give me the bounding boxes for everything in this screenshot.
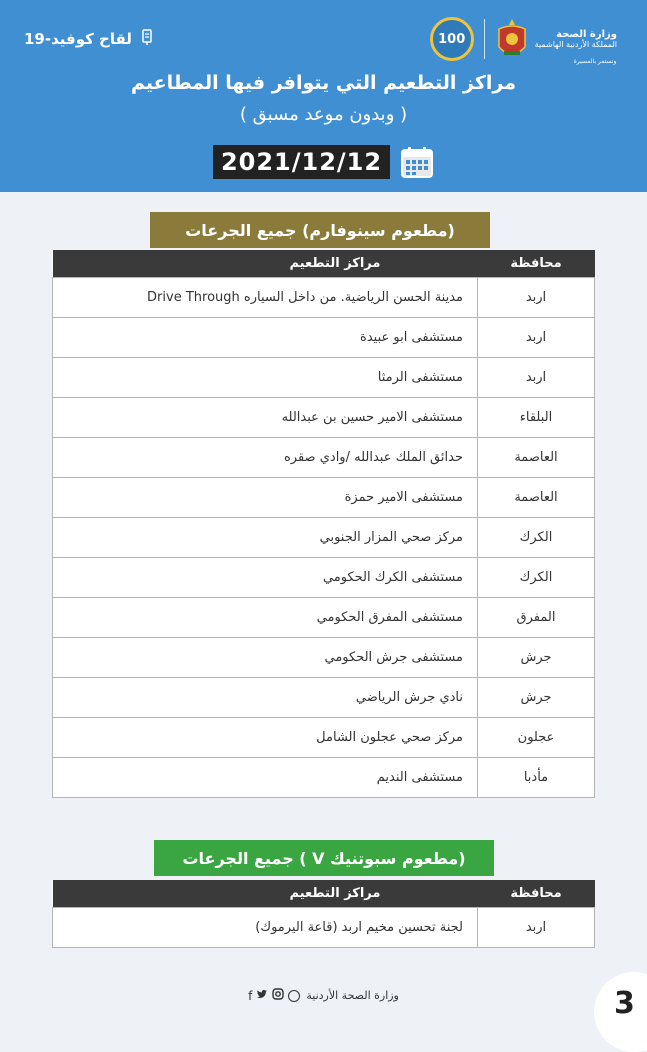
cell-center: مستشفى النديم xyxy=(53,758,478,798)
page-title: مراكز التطعيم التي يتوافر فيها المطاعيم xyxy=(130,72,517,94)
cell-governorate: جرش xyxy=(478,678,595,718)
globe-icon[interactable] xyxy=(288,990,300,1002)
cell-governorate: مأدبا xyxy=(478,758,595,798)
brand-divider xyxy=(484,19,485,59)
cell-governorate: اربد xyxy=(478,358,595,398)
table-row xyxy=(53,718,595,758)
table-header-row xyxy=(53,250,595,278)
sputnik-table xyxy=(52,880,595,948)
column-header-center: مراكز التطعيم xyxy=(53,250,478,278)
date-label: 2021/12/12 xyxy=(213,145,390,179)
instagram-icon[interactable] xyxy=(272,988,284,1003)
table-row xyxy=(53,908,595,948)
sputnik-table-body xyxy=(53,908,595,948)
cell-governorate: العاصمة xyxy=(478,438,595,478)
column-header-governorate: محافظة xyxy=(478,880,595,908)
cell-center: مستشفى المفرق الحكومي xyxy=(53,598,478,638)
sinopharm-table-body xyxy=(53,278,595,798)
table-row xyxy=(53,398,595,438)
cell-governorate: الكرك xyxy=(478,558,595,598)
cell-governorate: الكرك xyxy=(478,518,595,558)
ministry-handle: وزارة الصحة الأردنية xyxy=(306,989,399,1002)
cell-center: مستشفى الامير حمزة xyxy=(53,478,478,518)
table-row xyxy=(53,758,595,798)
table-row xyxy=(53,358,595,398)
cell-governorate: عجلون xyxy=(478,718,595,758)
page-subtitle: ( وبدون موعد مسبق ) xyxy=(239,104,408,125)
sinopharm-section-tag: (مطعوم سينوفارم) جميع الجرعات xyxy=(150,212,490,248)
date-row xyxy=(0,145,647,179)
centennial-logo-icon: 100 xyxy=(430,17,474,61)
footer xyxy=(0,988,647,1003)
cell-center: نادي جرش الرياضي xyxy=(53,678,478,718)
table-row xyxy=(53,278,595,318)
sinopharm-table xyxy=(52,250,595,798)
page-number: 3 xyxy=(594,972,647,1052)
vaccine-label xyxy=(24,28,156,50)
cell-center: مستشفى الامير حسين بن عبدالله xyxy=(53,398,478,438)
table-row xyxy=(53,678,595,718)
table-row xyxy=(53,558,595,598)
table-row xyxy=(53,638,595,678)
column-header-center: مراكز التطعيم xyxy=(53,880,478,908)
cell-center: مستشفى ابو عبيدة xyxy=(53,318,478,358)
cell-governorate: جرش xyxy=(478,638,595,678)
centennial-caption: ونستمر بالمسيرة xyxy=(573,58,617,65)
table-row xyxy=(53,518,595,558)
table-header-row xyxy=(53,880,595,908)
cell-center: مركز صحي المزار الجنوبي xyxy=(53,518,478,558)
table-row xyxy=(53,438,595,478)
ministry-name: وزارة الصحة xyxy=(556,29,617,40)
cell-governorate: اربد xyxy=(478,908,595,948)
twitter-icon[interactable] xyxy=(256,989,268,1003)
cell-governorate: العاصمة xyxy=(478,478,595,518)
cell-center: مدينة الحسن الرياضية. من داخل السياره Drive Through xyxy=(53,278,478,318)
facebook-icon[interactable]: f xyxy=(248,988,253,1003)
table-row xyxy=(53,598,595,638)
header-banner xyxy=(0,0,647,192)
cell-governorate: البلقاء xyxy=(478,398,595,438)
column-header-governorate: محافظة xyxy=(478,250,595,278)
kingdom-name: المملكة الأردنية الهاشمية xyxy=(534,40,617,49)
table-row xyxy=(53,318,595,358)
jordan-emblem-icon xyxy=(495,17,529,61)
vaccine-label-text: لقاح كوفيد-19 xyxy=(24,30,132,48)
sputnik-section-tag: (مطعوم سبوتنيك V ) جميع الجرعات xyxy=(154,840,494,876)
ministry-brand xyxy=(430,14,617,64)
cell-center: لجنة تحسين مخيم اربد (قاعة اليرموك) xyxy=(53,908,478,948)
calendar-icon xyxy=(400,145,434,179)
cell-governorate: المفرق xyxy=(478,598,595,638)
social-links xyxy=(248,988,300,1003)
cell-governorate: اربد xyxy=(478,318,595,358)
table-row xyxy=(53,478,595,518)
cell-center: حدائق الملك عبدالله /وادي صقره xyxy=(53,438,478,478)
cell-center: مستشفى جرش الحكومي xyxy=(53,638,478,678)
vaccine-icon xyxy=(138,28,156,50)
cell-center: مستشفى الكرك الحكومي xyxy=(53,558,478,598)
cell-center: مستشفى الرمثا xyxy=(53,358,478,398)
cell-center: مركز صحي عجلون الشامل xyxy=(53,718,478,758)
cell-governorate: اربد xyxy=(478,278,595,318)
